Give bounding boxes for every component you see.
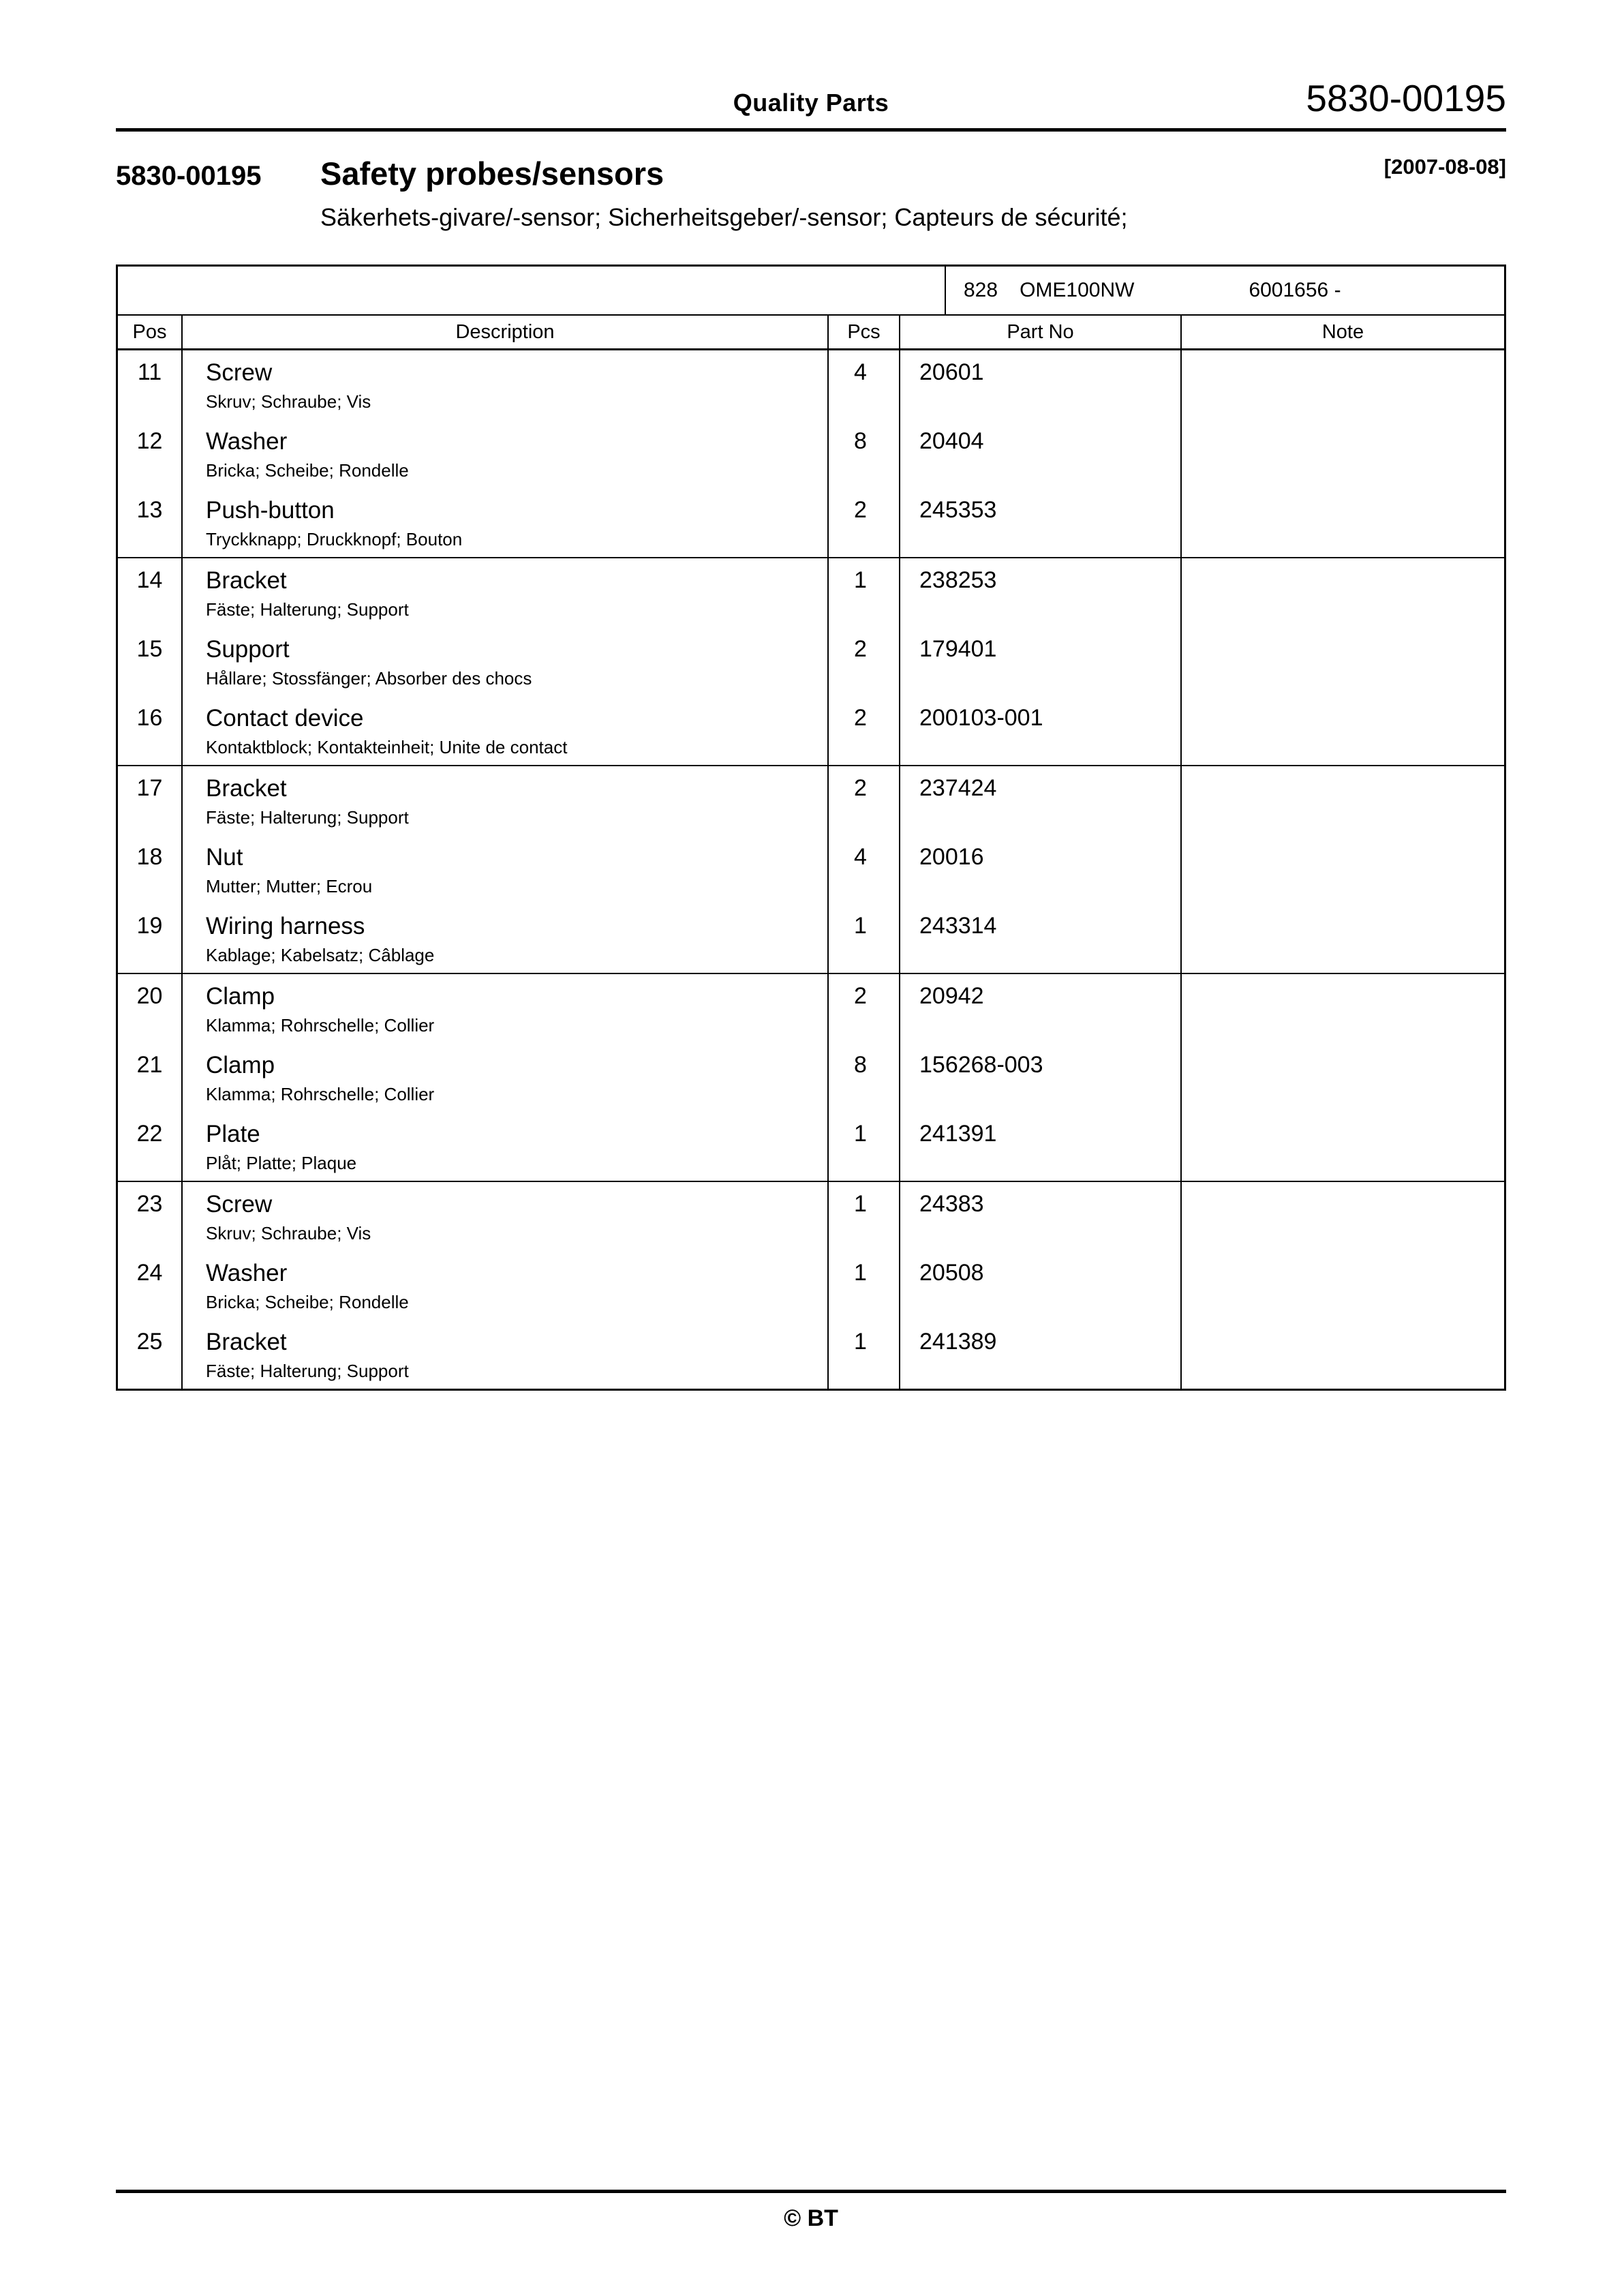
row-pcs: 1 <box>829 904 900 973</box>
row-note <box>1182 696 1504 765</box>
column-header-pos: Pos <box>118 316 183 348</box>
row-description-cell <box>183 766 829 835</box>
row-part-no: 156268-003 <box>900 1043 1182 1112</box>
table-row <box>118 1251 1504 1320</box>
page-title: Safety probes/sensors <box>320 155 664 192</box>
brand-title: Quality Parts <box>733 89 889 117</box>
row-description-cell <box>183 1112 829 1181</box>
row-pcs: 2 <box>829 488 900 557</box>
table-row <box>118 557 1504 627</box>
row-pcs: 2 <box>829 766 900 835</box>
row-note <box>1182 974 1504 1043</box>
table-row <box>118 627 1504 696</box>
subtitle-indent <box>116 203 320 232</box>
column-header-description: Description <box>183 316 829 348</box>
row-part-no: 20942 <box>900 974 1182 1043</box>
row-note <box>1182 766 1504 835</box>
row-description-cell <box>183 350 829 419</box>
table-row <box>118 350 1504 419</box>
row-description-cell <box>183 419 829 488</box>
row-pcs: 1 <box>829 1320 900 1389</box>
row-pos: 23 <box>118 1182 183 1251</box>
row-pos: 24 <box>118 1251 183 1320</box>
page-footer <box>116 2190 1506 2232</box>
row-note <box>1182 488 1504 557</box>
header-document-number: 5830-00195 <box>1306 77 1506 119</box>
masthead <box>116 76 1506 120</box>
row-note <box>1182 419 1504 488</box>
row-description: Clamp <box>206 983 275 1010</box>
row-description: Bracket <box>206 775 287 802</box>
row-pcs: 1 <box>829 1112 900 1181</box>
row-translations: Hållare; Stossfänger; Absorber des chocs <box>206 668 532 689</box>
row-note <box>1182 835 1504 904</box>
row-pos: 20 <box>118 974 183 1043</box>
model-band <box>118 267 1504 316</box>
row-note <box>1182 1251 1504 1320</box>
row-translations: Bricka; Scheibe; Rondelle <box>206 460 409 481</box>
table-row <box>118 904 1504 973</box>
table-row <box>118 1181 1504 1251</box>
row-description: Washer <box>206 1260 288 1286</box>
table-row <box>118 419 1504 488</box>
row-description: Bracket <box>206 1329 287 1355</box>
row-description-cell <box>183 1182 829 1251</box>
row-pos: 15 <box>118 627 183 696</box>
row-description-cell <box>183 627 829 696</box>
row-pcs: 1 <box>829 1182 900 1251</box>
row-pos: 12 <box>118 419 183 488</box>
row-part-no: 238253 <box>900 558 1182 627</box>
table-row <box>118 765 1504 835</box>
row-pos: 21 <box>118 1043 183 1112</box>
row-pos: 13 <box>118 488 183 557</box>
row-part-no: 179401 <box>900 627 1182 696</box>
table-row <box>118 488 1504 557</box>
row-part-no: 245353 <box>900 488 1182 557</box>
model-name: OME100NW <box>1020 279 1135 301</box>
page-subtitle: Säkerhets-givare/-sensor; Sicherheitsgeber/-sensor; Capteurs de sécurité; <box>320 203 1128 231</box>
row-pcs: 8 <box>829 419 900 488</box>
row-part-no: 200103-001 <box>900 696 1182 765</box>
row-pcs: 4 <box>829 835 900 904</box>
row-pcs: 8 <box>829 1043 900 1112</box>
table-row <box>118 973 1504 1043</box>
row-pos: 25 <box>118 1320 183 1389</box>
subtitle-block <box>116 203 1506 232</box>
row-note <box>1182 627 1504 696</box>
row-translations: Fäste; Halterung; Support <box>206 807 409 828</box>
row-pos: 11 <box>118 350 183 419</box>
table-row <box>118 1043 1504 1112</box>
row-translations: Skruv; Schraube; Vis <box>206 391 371 412</box>
row-translations: Tryckknapp; Druckknopf; Bouton <box>206 529 463 549</box>
row-translations: Fäste; Halterung; Support <box>206 599 409 620</box>
row-part-no: 237424 <box>900 766 1182 835</box>
row-description-cell <box>183 696 829 765</box>
table-header <box>118 316 1504 350</box>
row-description: Contact device <box>206 705 364 731</box>
row-note <box>1182 1112 1504 1181</box>
table-row <box>118 835 1504 904</box>
table-row <box>118 1112 1504 1181</box>
parts-table <box>116 265 1506 1391</box>
row-note <box>1182 350 1504 419</box>
row-translations: Plåt; Platte; Plaque <box>206 1153 357 1173</box>
row-description-cell <box>183 835 829 904</box>
serial-number-range: 6001656 - <box>1249 279 1341 301</box>
row-note <box>1182 904 1504 973</box>
row-description: Clamp <box>206 1052 275 1078</box>
revision-date: [2007-08-08] <box>1383 155 1506 179</box>
column-header-note: Note <box>1321 320 1364 343</box>
row-description-cell <box>183 904 829 973</box>
column-header-pcs: Pcs <box>829 316 900 348</box>
row-translations: Klamma; Rohrschelle; Collier <box>206 1015 435 1036</box>
row-pos: 19 <box>118 904 183 973</box>
row-description: Support <box>206 636 290 663</box>
row-pos: 16 <box>118 696 183 765</box>
row-description: Push-button <box>206 497 335 524</box>
row-description-cell <box>183 1251 829 1320</box>
row-description-cell <box>183 558 829 627</box>
row-translations: Fäste; Halterung; Support <box>206 1361 409 1381</box>
document-number: 5830-00195 <box>116 161 262 191</box>
row-pos: 18 <box>118 835 183 904</box>
row-pcs: 2 <box>829 627 900 696</box>
model-band-spacer <box>118 267 946 314</box>
row-description: Bracket <box>206 567 287 594</box>
row-note <box>1182 1182 1504 1251</box>
row-part-no: 20601 <box>900 350 1182 419</box>
row-description: Wiring harness <box>206 913 365 939</box>
row-note <box>1182 1043 1504 1112</box>
row-part-no: 20016 <box>900 835 1182 904</box>
row-translations: Kontaktblock; Kontakteinheit; Unite de contact <box>206 737 568 757</box>
row-pcs: 4 <box>829 350 900 419</box>
row-part-no: 20404 <box>900 419 1182 488</box>
footer-copyright: © BT <box>784 2205 838 2231</box>
row-description: Screw <box>206 359 273 386</box>
row-description: Nut <box>206 844 243 871</box>
row-description: Washer <box>206 428 288 455</box>
row-pos: 14 <box>118 558 183 627</box>
row-pcs: 1 <box>829 1251 900 1320</box>
row-part-no: 241391 <box>900 1112 1182 1181</box>
row-description: Plate <box>206 1121 260 1147</box>
row-part-no: 24383 <box>900 1182 1182 1251</box>
table-row <box>118 696 1504 765</box>
row-description-cell <box>183 1043 829 1112</box>
row-translations: Kablage; Kabelsatz; Câblage <box>206 945 435 965</box>
row-description-cell <box>183 1320 829 1389</box>
row-pcs: 2 <box>829 696 900 765</box>
row-pcs: 1 <box>829 558 900 627</box>
table-row <box>118 1320 1504 1389</box>
column-header-part-no: Part No <box>900 316 1182 348</box>
model-code: 828 <box>964 279 998 301</box>
title-block <box>116 155 1506 192</box>
row-description-cell <box>183 488 829 557</box>
row-translations: Mutter; Mutter; Ecrou <box>206 876 373 896</box>
row-translations: Bricka; Scheibe; Rondelle <box>206 1292 409 1312</box>
row-description-cell <box>183 974 829 1043</box>
row-part-no: 20508 <box>900 1251 1182 1320</box>
row-note <box>1182 1320 1504 1389</box>
row-note <box>1182 558 1504 627</box>
row-translations: Skruv; Schraube; Vis <box>206 1223 371 1243</box>
row-translations: Klamma; Rohrschelle; Collier <box>206 1084 435 1104</box>
row-part-no: 243314 <box>900 904 1182 973</box>
row-pcs: 2 <box>829 974 900 1043</box>
masthead-rule <box>116 128 1506 132</box>
row-description: Screw <box>206 1191 273 1218</box>
row-pos: 17 <box>118 766 183 835</box>
row-pos: 22 <box>118 1112 183 1181</box>
table-body <box>118 350 1504 1389</box>
row-part-no: 241389 <box>900 1320 1182 1389</box>
